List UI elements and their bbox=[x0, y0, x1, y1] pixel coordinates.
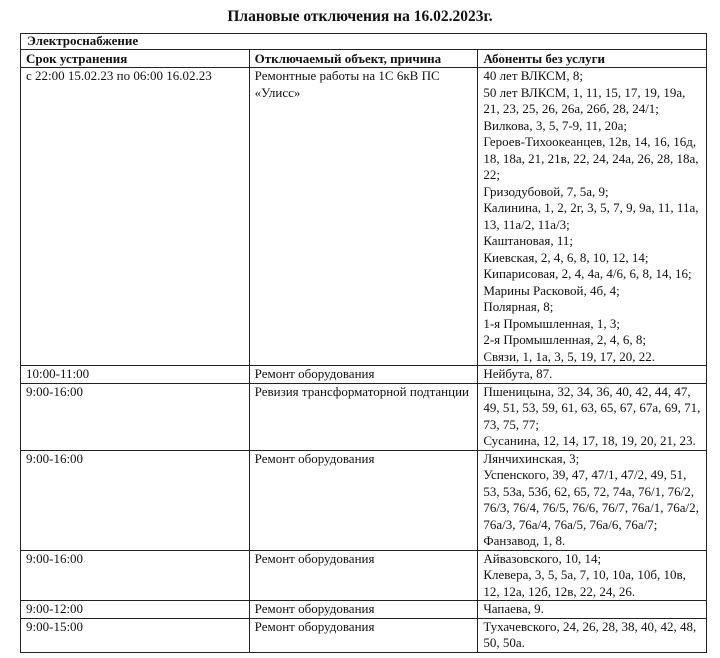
subscriber-entry: Гризодубовой, 7, 5а, 9; bbox=[483, 183, 609, 199]
subscriber-entry: 2-я Промышленная, 2, 4, 6, 8; bbox=[483, 332, 647, 347]
table-row bbox=[21, 450, 707, 550]
table-row bbox=[21, 68, 707, 366]
cell-reason: Ремонт оборудования bbox=[249, 366, 478, 384]
subscriber-entry: Фанзавод, 1, 8. bbox=[483, 533, 566, 548]
subscriber-entry: Тухачевского, 24, 26, 28, 38, 40, 42, 48, 50, 50а. bbox=[483, 618, 697, 650]
subscriber-entry: 1-я Промышленная, 1, 3; bbox=[483, 315, 621, 331]
cell-subscribers bbox=[478, 550, 707, 601]
subscriber-entry: Марины Расковой, 4б, 4; bbox=[483, 282, 620, 298]
section-row bbox=[21, 34, 707, 50]
table-row bbox=[21, 618, 707, 652]
subscriber-entry: Айвазовского, 10, 14; bbox=[483, 550, 602, 566]
subscriber-entry: 40 лет ВЛКСМ, 8; bbox=[483, 68, 583, 83]
cell-time: 9:00-16:00 bbox=[21, 450, 250, 550]
cell-time: 10:00-11:00 bbox=[21, 366, 250, 384]
cell-subscribers bbox=[478, 68, 707, 366]
column-header-object: Отключаемый объект, причина bbox=[249, 50, 478, 68]
subscriber-entry: Вилкова, 3, 5, 7-9, 11, 20а; bbox=[483, 117, 628, 133]
cell-reason: Ремонт оборудования bbox=[249, 601, 478, 619]
subscriber-entry: Связи, 1, 1а, 3, 5, 19, 17, 20, 22. bbox=[483, 348, 656, 364]
cell-reason: Ремонт оборудования bbox=[249, 618, 478, 652]
subscriber-entry: Кипарисовая, 2, 4, 4а, 4/6, 6, 8, 14, 16; bbox=[483, 266, 692, 281]
subscriber-entry: Киевская, 2, 4, 6, 8, 10, 12, 14; bbox=[483, 249, 649, 265]
subscriber-entry: Чапаева, 9. bbox=[483, 601, 544, 616]
table-body bbox=[21, 68, 707, 653]
table-row bbox=[21, 366, 707, 384]
subscriber-entry: 50 лет ВЛКСМ, 1, 11, 15, 17, 19, 19а, 21, 23, 25, 26, 26а, 26б, 28, 24/1; bbox=[483, 84, 686, 116]
cell-time: 9:00-16:00 bbox=[21, 550, 250, 601]
cell-reason: Ремонт оборудования bbox=[249, 450, 478, 550]
cell-time: с 22:00 15.02.23 по 06:00 16.02.23 bbox=[21, 68, 250, 366]
cell-time: 9:00-12:00 bbox=[21, 601, 250, 619]
cell-subscribers bbox=[478, 618, 707, 652]
table-row bbox=[21, 383, 707, 450]
cell-reason: Ремонтные работы на 1С 6кВ ПС «Улисс» bbox=[249, 68, 478, 366]
cell-subscribers bbox=[478, 383, 707, 450]
subscriber-entry: Героев-Тихоокеанцев, 12в, 14, 16, 16д, 18, 18а, 21, 21в, 22, 24, 24а, 26, 28, 18а, 22; bbox=[483, 134, 699, 182]
subscriber-entry: Нейбута, 87. bbox=[483, 366, 553, 381]
cell-time: 9:00-15:00 bbox=[21, 618, 250, 652]
outage-table bbox=[20, 33, 707, 653]
cell-subscribers bbox=[478, 366, 707, 384]
section-title: Электроснабжение bbox=[21, 34, 707, 50]
page-title: Плановые отключения на 16.02.2023г. bbox=[227, 8, 493, 25]
subscriber-entry: Успенского, 39, 47, 47/1, 47/2, 49, 51, 53, 53а, 53б, 62, 65, 72, 74а, 76/1, 76/2, 76/3, 76/4, 76/5, 76/6, 76/7, 76а/1, 76а/2, 76а/3, 76а/4, 76а/5, 76а/6, 76а/7; bbox=[483, 467, 699, 532]
cell-reason: Ревизия трансформаторной подтанции bbox=[249, 383, 478, 450]
table-row bbox=[21, 550, 707, 601]
subscriber-entry: Клевера, 3, 5, 5а, 7, 10, 10а, 10б, 10в, 12, 12а, 12б, 12в, 22, 24, 26. bbox=[483, 567, 686, 599]
cell-subscribers bbox=[478, 450, 707, 550]
cell-time: 9:00-16:00 bbox=[21, 383, 250, 450]
subscriber-entry: Калинина, 1, 2, 2г, 3, 5, 7, 9, 9а, 11, 11а, 13, 11а/2, 11а/3; bbox=[483, 200, 699, 232]
cell-reason: Ремонт оборудования bbox=[249, 550, 478, 601]
subscriber-entry: Пшеницына, 32, 34, 36, 40, 42, 44, 47, 49, 51, 53, 59, 61, 63, 65, 67, 67а, 69, 71, 73, 75, 77; bbox=[483, 383, 701, 432]
header-row bbox=[21, 50, 707, 68]
column-header-subscribers: Абоненты без услуги bbox=[478, 50, 707, 68]
subscriber-entry: Лянчихинская, 3; bbox=[483, 450, 580, 466]
subscriber-entry: Полярная, 8; bbox=[483, 299, 554, 314]
cell-subscribers bbox=[478, 601, 707, 619]
table-row bbox=[21, 601, 707, 619]
column-header-time: Срок устранения bbox=[21, 50, 250, 68]
subscriber-entry: Сусанина, 12, 14, 17, 18, 19, 20, 21, 23. bbox=[483, 433, 696, 448]
subscriber-entry: Каштановая, 11; bbox=[483, 233, 574, 248]
